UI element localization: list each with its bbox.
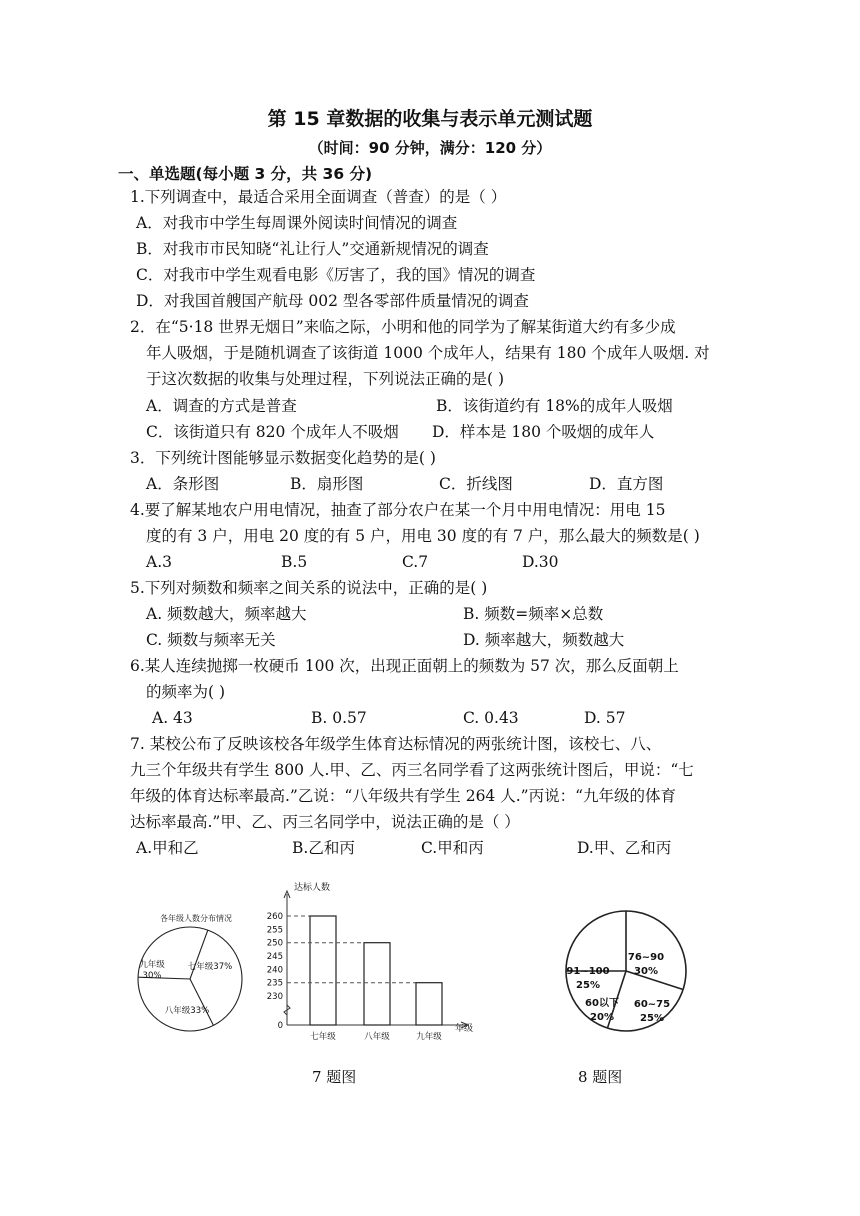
- option-c: C.甲和丙: [421, 839, 484, 857]
- option-b: B.5: [281, 553, 308, 571]
- page-subtitle: （时间：90 分钟，满分：120 分）: [308, 139, 552, 157]
- question-stem-line: 九三个年级共有学生 800 人.甲、乙、丙三名同学看了这两张统计图后，甲说：“七: [130, 761, 694, 779]
- y-tick-label: 255: [266, 925, 283, 936]
- question-stem-line: 的频率为( ): [146, 683, 226, 701]
- score-range-pie-chart: [560, 908, 695, 1038]
- option-b: B．对我市市民知晓“礼让行人”交通新规情况的调查: [136, 240, 489, 258]
- pie-chart-title: 各年级人数分布情况: [160, 914, 232, 923]
- option-d: D.甲、乙和丙: [577, 839, 672, 857]
- option-b: B. 0.57: [311, 709, 367, 727]
- option-a: A.甲和乙: [136, 839, 199, 857]
- question-stem: 1.下列调查中，最适合采用全面调查（普查）的是（ ）: [130, 188, 507, 206]
- question-stem-line: 于这次数据的收集与处理过程，下列说法正确的是( ): [146, 370, 505, 388]
- pie-label-grade9: 九年级 30%: [139, 960, 165, 981]
- x-tick-label: 九年级: [416, 1032, 442, 1042]
- question-stem-line: 2．在“5·18 世界无烟日”来临之际，小明和他的同学为了解某街道大约有多少成: [130, 318, 676, 336]
- pie-label-grade7: 七年级37%: [187, 962, 233, 972]
- option-a: A.3: [146, 553, 172, 571]
- question-stem-line: 6.某人连续抛掷一枚硬币 100 次，出现正面朝上的频数为 57 次，那么反面朝上: [130, 657, 679, 675]
- option-c: C．对我市中学生观看电影《厉害了，我的国》情况的调查: [136, 266, 536, 284]
- question-stem-line: 年人吸烟，于是随机调查了该街道 1000 个成年人，结果有 180 个成年人吸烟. 对: [146, 344, 710, 362]
- option-d: D．样本是 180 个吸烟的成年人: [432, 423, 655, 441]
- x-axis-label: 年级: [455, 1024, 474, 1034]
- y-tick-label: 250: [266, 938, 283, 949]
- y-tick-label: 230: [266, 992, 283, 1002]
- question-stem-line: 达标率最高.”甲、乙、丙三名同学中，说法正确的是（ ）: [130, 813, 520, 831]
- option-a: A．调查的方式是普查: [146, 397, 297, 415]
- option-d: D. 57: [584, 709, 626, 727]
- bar-九年级: [416, 983, 442, 1025]
- question-stem-line: 年级的体育达标率最高.”乙说：“八年级共有学生 264 人.”丙说：“九年级的体育: [130, 787, 676, 805]
- grade-distribution-pie-chart: [128, 905, 256, 1035]
- pie-label-grade8: 八年级33%: [164, 1006, 210, 1016]
- option-c: C. 0.43: [463, 709, 519, 727]
- bar-八年级: [364, 943, 390, 1025]
- option-a: A. 频数越大，频率越大: [146, 605, 307, 623]
- option-c: C．折线图: [439, 475, 513, 493]
- option-d: D．直方图: [589, 475, 664, 493]
- pie-label-60-75: 60~75 25%: [633, 999, 671, 1024]
- page-title: 第 15 章数据的收集与表示单元测试题: [267, 108, 593, 130]
- question-stem: 3．下列统计图能够显示数据变化趋势的是( ): [130, 449, 436, 467]
- x-tick-label: 八年级: [364, 1032, 390, 1042]
- bar-七年级: [310, 916, 336, 1025]
- option-c: C.7: [402, 553, 429, 571]
- section-heading: 一、单选题(每小题 3 分，共 36 分): [118, 165, 373, 183]
- option-b: B．该街道约有 18%的成年人吸烟: [436, 397, 673, 415]
- figure-7-caption: 7 题图: [312, 1068, 357, 1086]
- y-tick-label: 235: [266, 978, 283, 989]
- question-stem: 5.下列对频数和频率之间关系的说法中，正确的是( ): [130, 579, 488, 597]
- option-b: B. 频数=频率×总数: [463, 605, 604, 623]
- option-d: D．对我国首艘国产航母 002 型各零部件质量情况的调查: [136, 292, 529, 310]
- option-a: A．条形图: [146, 475, 220, 493]
- passing-count-bar-chart: [258, 878, 480, 1050]
- y-tick-label: 240: [266, 965, 283, 976]
- question-stem-line: 4.要了解某地农户用电情况，抽查了部分农户在某一个月中用电情况：用电 15: [130, 501, 666, 519]
- option-a: A．对我市中学生每周课外阅读时间情况的调查: [136, 214, 458, 232]
- y-tick-label: 245: [266, 952, 283, 962]
- pie-label-below-60: 60以下 20%: [585, 998, 619, 1023]
- option-b: B．扇形图: [290, 475, 364, 493]
- option-b: B.乙和丙: [292, 839, 355, 857]
- option-c: C. 频数与频率无关: [146, 631, 276, 649]
- option-a: A. 43: [152, 709, 193, 727]
- option-d: D.30: [522, 553, 559, 571]
- pie-label-91-100: 91~100 25%: [566, 966, 610, 991]
- x-tick-label: 七年级: [310, 1032, 336, 1042]
- option-c: C．该街道只有 820 个成年人不吸烟: [146, 423, 399, 441]
- y-axis-label: 达标人数: [294, 883, 331, 893]
- question-stem-line: 度的有 3 户，用电 20 度的有 5 户，用电 30 度的有 7 户，那么最大的频数是( ): [146, 527, 700, 545]
- option-d: D. 频率越大，频数越大: [463, 631, 625, 649]
- question-stem-line: 7. 某校公布了反映该校各年级学生体育达标情况的两张统计图，该校七、八、: [130, 735, 662, 753]
- figure-8-caption: 8 题图: [578, 1068, 623, 1086]
- pie-label-76-90: 76~90 30%: [627, 952, 665, 977]
- y-tick-label: 260: [266, 912, 283, 922]
- y-tick-label: 0: [277, 1021, 283, 1031]
